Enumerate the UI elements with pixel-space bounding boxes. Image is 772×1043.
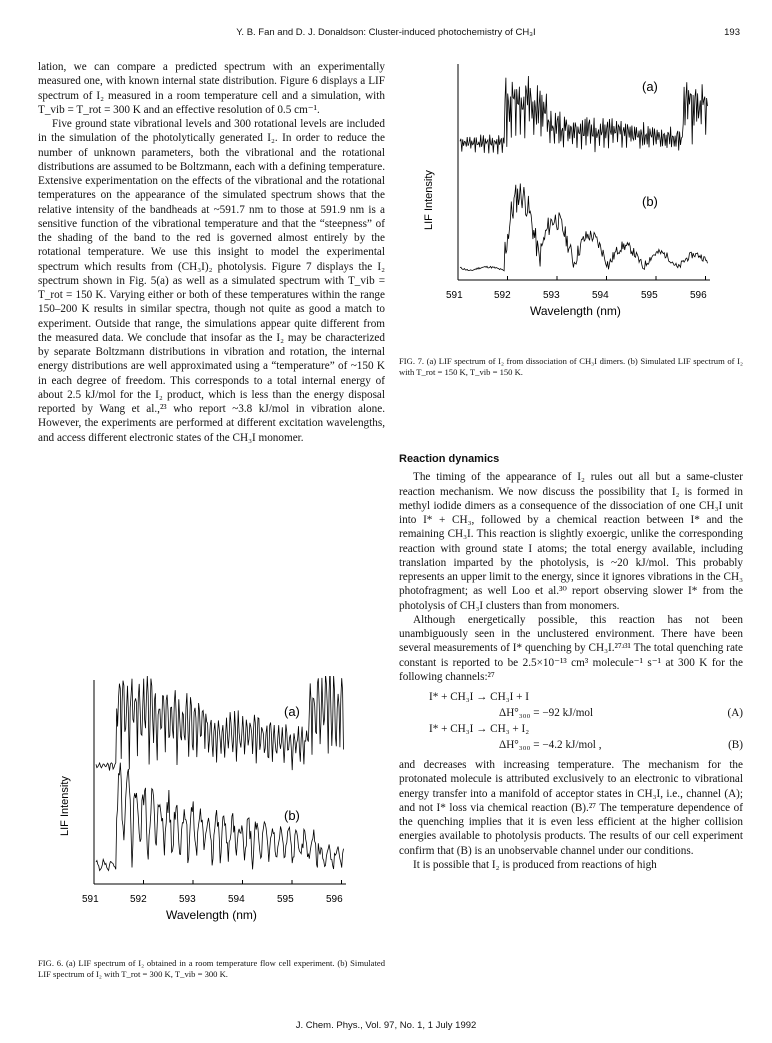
equation-b: I* + CH₃I → CH₃ + I₂ (429, 723, 530, 735)
fig7-label-b: (b) (642, 194, 658, 209)
left-column (38, 60, 385, 445)
right-paragraph-2: Although energetically possible, this reaction has not been unambiguously seen in the unclustered environment. There have been several measurements of I* quenching by CH₃I.²⁷ʴ³¹ The total quenching rate constant is reported to be 2.5×10⁻¹³ cm³ molecule⁻¹ s⁻¹ at 300 K for the following channels:²⁷ (399, 613, 743, 683)
figure-6 (56, 676, 356, 944)
page-number: 193 (724, 27, 740, 38)
fig7-tick-593: 593 (543, 290, 560, 301)
fig7-tick-592: 592 (494, 290, 511, 301)
right-column (399, 452, 743, 872)
fig6-tick-592: 592 (130, 894, 147, 905)
equation-b-enthalpy: ΔH°₃₀₀ = −4.2 kJ/mol , (499, 739, 602, 751)
figure-6-caption: FIG. 6. (a) LIF spectrum of I₂ obtained in a room temperature flow cell experiment. (b) Simulated LIF spectrum of I₂ with T_rot = 300 K, T_vib = 300 K. (38, 958, 385, 979)
fig7-xlabel: Wavelength (nm) (530, 304, 621, 318)
fig6-ylabel: LIF Intensity (59, 776, 71, 836)
fig6-label-b: (b) (284, 808, 300, 823)
running-title: Y. B. Fan and D. J. Donaldson: Cluster-induced photochemistry of CH₃I (236, 27, 536, 38)
right-paragraph-1: The timing of the appearance of I₂ rules out all but a same-cluster reaction mechanism. We now discuss the possibility that I₂ is formed in methyl iodide dimers as a consequence of the dissociation of one CH₃I unit into I* + CH₃, followed by a chemical reaction between I* and the remaining CH₃I. This reaction is slightly exoergic, unlike the corresponding reaction with ground state I atoms; the total energy available, including translation imparted by the photolysis, is ~20 kJ/mol. This probably represents an upper limit to the energy, since it ignores vibrations in the CH₃ photofragment; as well Loo et al.³⁰ report observing slower I* from the photolysis of CH₃I clusters than from monomers. (399, 471, 743, 612)
fig7-label-a: (a) (642, 79, 658, 94)
equation-a-tag: (A) (727, 707, 743, 719)
fig6-tick-594: 594 (228, 894, 245, 905)
equation-a-line2 (399, 706, 743, 722)
equation-b-line2 (399, 738, 743, 754)
fig6-xlabel: Wavelength (nm) (166, 908, 257, 922)
right-paragraph-3: and decreases with increasing temperature. The mechanism for the protonated molecule is attributed exclusively to an electronic to vibrational energy transfer into a manifold of acceptor states in CH₃I, i.e., channel (A); and not I* loss via chemical reaction (B).²⁷ The temperature dependence of the quenching implies that it is even less efficient at the higher collision energies available to photolysis products. The results of our cell experiment confirm that (B) is an unobservable channel under our conditions. (399, 759, 743, 857)
fig7-tick-591: 591 (446, 290, 463, 301)
right-paragraph-4: It is possible that I₂ is produced from reactions of high (413, 858, 657, 871)
equation-b-line1 (399, 722, 743, 738)
fig6-label-a: (a) (284, 704, 300, 719)
journal-footer: J. Chem. Phys., Vol. 97, No. 1, 1 July 1992 (295, 1020, 477, 1031)
left-paragraph-1: lation, we can compare a predicted spectrum with an experimentally measured one, with known internal state distribution. Figure 6 displays a LIF spectrum of I₂ measured in a room temperature cell and a simulation, with T_vib = T_rot = 300 K and an effective resolution of 0.5 cm⁻¹. (38, 61, 385, 116)
fig7-tick-595: 595 (641, 290, 658, 301)
figure-7-caption: FIG. 7. (a) LIF spectrum of I₂ from dissociation of CH₃I dimers. (b) Simulated LIF spectrum of I₂ with T_rot = 150 K, T_vib = 150 K. (399, 356, 743, 377)
fig6-tick-595: 595 (277, 894, 294, 905)
equation-a-line1 (399, 690, 743, 706)
fig7-ylabel: LIF Intensity (423, 170, 435, 230)
fig6-tick-591: 591 (82, 894, 99, 905)
section-title-reaction-dynamics: Reaction dynamics (399, 453, 500, 465)
fig7-tick-594: 594 (592, 290, 609, 301)
equation-b-tag: (B) (728, 739, 743, 751)
figure-7 (420, 60, 720, 332)
equation-a-enthalpy: ΔH°₃₀₀ = −92 kJ/mol (499, 707, 594, 719)
fig7-tick-596: 596 (690, 290, 707, 301)
left-paragraph-2: Five ground state vibrational levels and 300 rotational levels are included in the simulation of the photolytically generated I₂. In order to reduce the number of unknown parameters, both the vibrational and the rotational distributions are assumed to be Boltzmann, each with a defining temperature. Extensive experimentation on the effects of the vibrational and the rotational temperatures on the appearance of the simulated spectrum shows that the relative intensity of the bandheads at ~591.7 nm to those at 591.9 nm is a sensitive function of the vibrational temperature and that the “steepness” of the shading of the band to the red is governed almost entirely by the rotational temperature. We use this insight to model the experimental spectrum which results from (CH₃I)₂ photolysis. Figure 7 displays the I₂ spectrum shown in Fig. 5(a) as well as a simulated spectrum with T_vib = T_rot = 150 K. Varying either or both of these temperatures within the range 150–200 K results in similar spectra, though not quite as good a match to experiment. Outside that range, the simulations appear quite different from the measured data. We conclude that insofar as the I₂ may be characterized by separate Boltzmann distributions in vibration and rotation, the internal energy distributions are well approximated using a “temperature” of ~150 K in each degree of freedom. This corresponds to a total internal energy of about 2.5 kJ/mol for the I₂ product, which is less than the energy disposal reported by Wang et al.,²³ who report ~3.8 kJ/mol in vibration alone. However, the experiments are performed at different excitation wavelengths, and access different electronic states of the CH₃I monomer. (38, 118, 385, 444)
equation-a: I* + CH₃I → CH₃I + I (429, 691, 529, 703)
fig6-tick-596: 596 (326, 894, 343, 905)
fig6-tick-593: 593 (179, 894, 196, 905)
